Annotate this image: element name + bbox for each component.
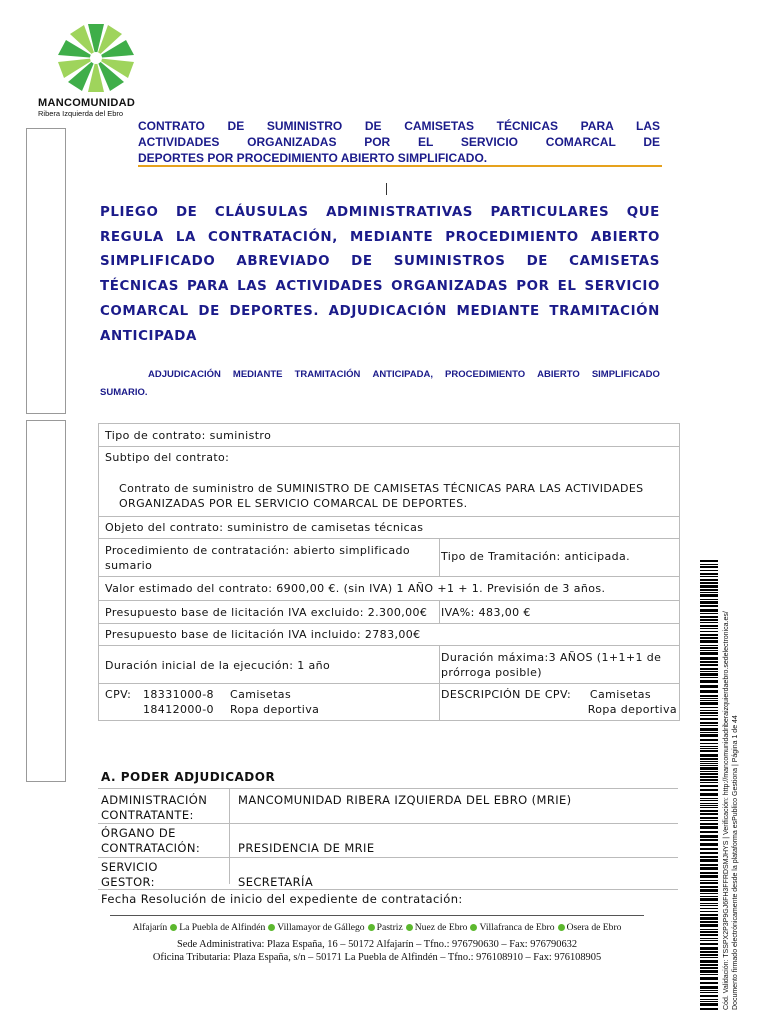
divider	[98, 788, 678, 789]
barcode-stripe	[700, 803, 718, 804]
heading-line	[100, 275, 660, 300]
table-row	[99, 646, 679, 684]
barcode-stripe	[700, 616, 718, 618]
subheading-word: SIMPLIFICADO	[591, 369, 660, 380]
heading-word: CLÁUSULAS	[214, 205, 309, 220]
procedimiento: Procedimiento de contratación: abierto simplificado	[105, 544, 411, 557]
barcode-stripe	[700, 690, 718, 693]
heading-word: ADMINISTRATIVAS	[326, 205, 474, 220]
barcode-stripe	[700, 746, 718, 747]
heading-line	[100, 250, 660, 275]
heading-word: SIMPLIFICADO	[100, 254, 216, 270]
barcode-stripe	[700, 903, 718, 904]
footer-towns	[110, 922, 644, 933]
divider	[98, 889, 678, 890]
separator-dot-icon	[170, 924, 177, 931]
barcode-stripe	[700, 710, 718, 711]
footer-address-oficina: Oficina Tributaria: Plaza España, s/n – 50171 La Puebla de Alfindén – Tfno.: 976108910 – Fax: 976108905	[152, 952, 602, 963]
logo-subtitle: Ribera Izquierda del Ebro	[38, 109, 124, 118]
barcode-stripe	[700, 664, 718, 666]
barcode-stripe	[700, 707, 718, 708]
heading-word: REGULA	[100, 229, 164, 245]
barcode-stripe	[700, 977, 718, 980]
heading-line	[100, 226, 660, 251]
separator-dot-icon	[470, 924, 477, 931]
heading-word: DE	[526, 254, 549, 270]
validation-line: Documento firmado electrónicamente desde la plataforma esPublico Gestiona | Página 1 de 44	[732, 715, 739, 1010]
barcode-stripe	[700, 592, 718, 593]
heading-line	[100, 300, 660, 325]
barcode-stripe	[700, 680, 718, 683]
barcode-stripe	[700, 754, 718, 757]
barcode-stripe	[700, 938, 718, 939]
label-line: ADMINISTRACIÓN	[101, 793, 208, 807]
barcode-stripe	[700, 668, 718, 670]
subheading-word: TRAMITACIÓN	[294, 369, 361, 380]
separator-dot-icon	[268, 924, 275, 931]
town-name: Villamayor de Gállego	[277, 922, 365, 933]
barcode-stripe	[700, 893, 718, 894]
administracion-label	[101, 793, 226, 823]
heading-word: PLIEGO	[100, 205, 159, 220]
mancomunidad-logo	[40, 22, 150, 94]
table-row	[99, 577, 679, 601]
barcode-stripe	[700, 605, 718, 607]
barcode-stripe	[700, 960, 718, 963]
title-line: CONTRATO DE SUMINISTRO DE CAMISETAS TÉCNICAS PARA LAS	[138, 119, 660, 133]
barcode-stripe	[700, 1003, 718, 1006]
text-cursor	[386, 183, 387, 195]
divider	[98, 857, 678, 858]
table-row	[99, 539, 679, 577]
town-name: Pastriz	[376, 922, 403, 933]
barcode-stripe	[700, 734, 718, 737]
barcode-stripe	[700, 995, 718, 997]
barcode-stripe	[700, 645, 718, 646]
heading-word: LA	[175, 229, 196, 245]
barcode-stripe	[700, 637, 718, 639]
barcode-stripe	[700, 732, 718, 733]
town-name: Villafranca de Ebro	[479, 922, 555, 933]
descripcion-cpv-label: DESCRIPCIÓN DE CPV:	[441, 688, 572, 701]
barcode-stripe	[700, 698, 718, 699]
barcode-stripe	[700, 848, 718, 850]
barcode-stripe	[700, 889, 718, 892]
barcode-stripe	[700, 800, 718, 801]
cpv-label: CPV:	[105, 688, 132, 701]
heading-word: PROCEDIMIENTO	[445, 229, 579, 245]
barcode-stripe	[700, 940, 718, 941]
objeto-contrato: Objeto del contrato: suministro de camisetas técnicas	[105, 521, 424, 534]
barcode-stripe	[700, 990, 718, 991]
heading-word: DE	[198, 303, 220, 319]
barcode-stripe	[700, 763, 718, 764]
column-divider	[439, 539, 440, 577]
barcode-stripe	[700, 767, 718, 770]
barcode-stripe	[700, 628, 718, 629]
barcode-stripe	[700, 599, 718, 600]
descripcion-cpv-value: Camisetas	[589, 688, 651, 701]
barcode-stripe	[700, 843, 718, 846]
heading-word: DE	[175, 205, 198, 220]
barcode-stripe	[700, 931, 718, 933]
barcode-stripe	[700, 835, 718, 838]
barcode-stripe	[700, 725, 718, 726]
separator-dot-icon	[368, 924, 375, 931]
servicio-label	[101, 860, 226, 890]
barcode-stripe	[700, 589, 718, 591]
document-title	[138, 118, 660, 166]
iva-importe: IVA%: 483,00 €	[441, 606, 531, 619]
barcode-stripe	[700, 613, 718, 614]
separator-dot-icon	[406, 924, 413, 931]
barcode-stripe	[700, 882, 718, 884]
barcode-stripe	[700, 619, 718, 621]
duracion-maxima: Duración máxima:3 AÑOS (1+1+1 de	[441, 651, 662, 664]
town-name: Alfajarín	[132, 922, 168, 933]
town-name: Osera de Ebro	[566, 922, 622, 933]
barcode-stripe	[700, 813, 718, 815]
barcode-stripe	[700, 905, 718, 906]
barcode-stripe	[700, 947, 718, 950]
heading-word: DE	[351, 254, 373, 270]
barcode-stripe	[700, 776, 718, 778]
barcode-stripe	[700, 823, 718, 825]
column-divider	[439, 684, 440, 720]
barcode-stripe	[700, 914, 718, 916]
subheading-word: PROCEDIMIENTO	[445, 369, 526, 380]
footer-address-sede: Sede Administrativa: Plaza España, 16 – 50172 Alfajarín – Tfno.: 976790630 – Fax: 976790632	[176, 939, 578, 950]
barcode-stripe	[700, 817, 718, 819]
heading-word: QUE	[626, 205, 660, 220]
barcode-stripe	[700, 886, 718, 888]
tipo-tramitacion: Tipo de Tramitación: anticipada.	[441, 550, 631, 563]
town-name: Nuez de Ebro	[414, 922, 468, 933]
barcode-stripe	[700, 715, 718, 716]
barcode-stripe	[700, 911, 718, 912]
subtipo-contrato: Subtipo del contrato:	[105, 451, 230, 464]
heading-word: POR	[516, 279, 550, 295]
barcode-stripe	[700, 793, 718, 796]
footer-divider	[110, 915, 644, 916]
barcode-stripe	[700, 601, 718, 604]
barcode-stripe	[700, 779, 718, 781]
tipo-contrato: Tipo de contrato: suministro	[105, 429, 272, 442]
barcode-stripe	[700, 856, 718, 858]
barcode-stripe	[700, 573, 718, 575]
heading-word: MEDIANTE	[456, 303, 540, 319]
barcode-stripe	[700, 695, 718, 697]
title-line: ACTIVIDADES ORGANIZADAS POR EL SERVICIO COMARCAL DE	[138, 135, 660, 149]
barcode-stripe	[700, 875, 718, 878]
barcode-stripe	[700, 807, 718, 808]
descripcion-line: Contrato de suministro de SUMINISTRO DE CAMISETAS TÉCNICAS PARA LAS ACTIVIDADES	[119, 482, 644, 495]
barcode-stripe	[700, 867, 718, 870]
barcode-stripe	[700, 898, 718, 901]
town-name: La Puebla de Alfindén	[179, 922, 266, 933]
barcode-stripe	[700, 712, 718, 714]
presupuesto-con-iva: Presupuesto base de licitación IVA incluido: 2783,00€	[105, 628, 421, 641]
heading-word: ORGANIZADAS	[391, 279, 509, 295]
procedimiento: sumario	[105, 559, 153, 572]
barcode-stripe	[700, 657, 718, 660]
barcode-stripe	[700, 957, 718, 958]
heading-word: ADJUDICACIÓN	[328, 303, 447, 319]
organo-value: PRESIDENCIA DE MRIE	[238, 841, 375, 855]
heading-word: PARTICULARES	[490, 205, 610, 220]
title-underline	[138, 165, 662, 167]
label-line: SERVICIO	[101, 860, 158, 874]
subheading-word: ANTICIPADA,	[372, 369, 433, 380]
barcode-stripe	[700, 771, 718, 772]
barcode-stripe	[700, 852, 718, 854]
heading-word: ACTIVIDADES	[275, 279, 384, 295]
barcode-stripe	[700, 748, 718, 749]
barcode-stripe	[700, 810, 718, 812]
barcode-stripe	[700, 671, 718, 672]
validation-line: Cód. Validación: TSSPX2P3P9GJ6FH3FFRDSMJHYS | Verificación: http://mancomunidadriberaizquierdaebro.sedelectronica.es/	[723, 611, 730, 1010]
barcode-stripe	[700, 582, 718, 584]
valor-estimado: Valor estimado del contrato: 6900,00 €. (sin IVA) 1 AÑO +1 + 1. Previsión de 3 años.	[105, 582, 606, 595]
heading-word: ABREVIADO	[236, 254, 331, 270]
margin-box-bottom	[26, 420, 66, 782]
subheading-word: ABIERTO	[537, 369, 580, 380]
cpv-code: 18412000-0	[143, 703, 214, 716]
barcode-stripe	[700, 864, 718, 866]
logo-name: MANCOMUNIDAD	[38, 97, 136, 109]
cpv-name: Camisetas	[230, 688, 292, 701]
heading-word: DEPORTES.	[229, 303, 320, 319]
barcode-stripe	[700, 924, 718, 927]
servicio-value: SECRETARÍA	[238, 875, 314, 889]
barcode-stripe	[700, 929, 718, 930]
barcode-stripe	[700, 640, 718, 643]
presupuesto-sin-iva: Presupuesto base de licitación IVA excluido: 2.300,00€	[105, 606, 428, 619]
barcode-stripe	[700, 647, 718, 649]
subheading	[100, 366, 660, 402]
barcode-stripe	[700, 820, 718, 821]
heading-word: ABIERTO	[590, 229, 660, 245]
heading-word: CONTRATACIÓN,	[208, 229, 338, 245]
barcode-stripe	[700, 765, 718, 766]
barcode-stripe	[700, 594, 718, 597]
barcode-stripe	[700, 917, 718, 920]
table-row	[99, 601, 679, 624]
descripcion-line: ORGANIZADAS POR EL SERVICIO COMARCAL DE DEPORTES.	[119, 497, 468, 510]
barcode-stripe	[700, 982, 718, 984]
barcode-stripe	[700, 798, 718, 799]
barcode-stripe	[700, 758, 718, 760]
cpv-code: 18331000-8	[143, 688, 214, 701]
label-line: CONTRATANTE:	[101, 808, 194, 822]
heading-line	[100, 201, 660, 226]
barcode-stripe	[700, 872, 718, 874]
heading-word: COMARCAL	[100, 303, 189, 319]
subheading-word: ADJUDICACIÓN	[148, 369, 221, 380]
barcode-stripe	[700, 839, 718, 841]
barcode-stripe	[700, 564, 718, 565]
barcode-stripe	[700, 805, 718, 806]
column-divider	[229, 788, 230, 884]
divider	[98, 823, 678, 824]
cpv-name: Ropa deportiva	[230, 703, 320, 716]
barcode-stripe	[700, 560, 718, 562]
barcode-stripe	[700, 700, 718, 701]
column-divider	[439, 646, 440, 684]
barcode-stripe	[700, 652, 718, 655]
barcode-stripe	[700, 761, 718, 762]
barcode-stripe	[700, 831, 718, 833]
heading-word: SUMINISTROS	[393, 254, 506, 270]
barcode-stripe	[700, 722, 718, 724]
barcode-stripe	[700, 673, 718, 676]
barcode-stripe	[700, 702, 718, 705]
table-row	[99, 424, 679, 447]
heading-word: CAMISETAS	[569, 254, 660, 270]
barcode-stripe	[700, 585, 718, 588]
title-line: DEPORTES POR PROCEDIMIENTO ABIERTO SIMPLIFICADO.	[138, 151, 488, 165]
barcode-stripe	[700, 951, 718, 953]
barcode-stripe	[700, 634, 718, 636]
contract-summary-table	[98, 423, 680, 721]
barcode-stripe	[700, 992, 718, 993]
barcode-stripe	[700, 728, 718, 731]
label-line: GESTOR:	[101, 875, 155, 889]
barcode-stripe	[700, 908, 718, 909]
barcode-stripe	[700, 631, 718, 632]
barcode-stripe	[700, 566, 718, 568]
barcode-stripe	[700, 750, 718, 752]
barcode-stripe	[700, 970, 718, 973]
barcode-stripe	[700, 967, 718, 969]
heading-line: ANTICIPADA	[100, 328, 197, 344]
barcode-stripe	[700, 943, 718, 945]
heading-word: LAS	[237, 279, 268, 295]
barcode-stripe	[700, 964, 718, 966]
barcode-stripe	[700, 609, 718, 612]
table-row	[99, 624, 679, 646]
column-divider	[439, 601, 440, 624]
heading-word: TRAMITACIÓN	[549, 303, 660, 319]
barcode-stripe	[700, 685, 718, 688]
subheading-line	[100, 366, 660, 384]
heading-word: PARA	[186, 279, 230, 295]
barcode-stripe	[700, 974, 718, 975]
separator-dot-icon	[558, 924, 565, 931]
duracion-inicial: Duración inicial de la ejecución: 1 año	[105, 659, 331, 672]
barcode-stripe	[700, 739, 718, 741]
table-row	[99, 517, 679, 539]
label-line: ÓRGANO DE	[101, 826, 176, 840]
barcode-stripe	[700, 570, 718, 571]
administracion-value: MANCOMUNIDAD RIBERA IZQUIERDA DEL EBRO (MRIE)	[238, 793, 572, 807]
barcode-stripe	[700, 954, 718, 956]
barcode-stripe	[700, 782, 718, 783]
barcode-stripe	[700, 934, 718, 936]
barcode-stripe	[700, 661, 718, 663]
barcode-stripe	[700, 789, 718, 791]
barcode-stripe	[700, 921, 718, 923]
barcode-stripe	[700, 677, 718, 678]
barcode-stripe	[700, 718, 718, 720]
main-heading	[100, 201, 660, 349]
barcode-stripe	[700, 1008, 718, 1010]
organo-label	[101, 826, 226, 856]
barcode-stripe	[700, 1001, 718, 1002]
table-row	[99, 684, 679, 720]
barcode-icon	[700, 560, 718, 1010]
validation-text	[722, 550, 740, 1010]
heading-word: SERVICIO	[584, 279, 660, 295]
barcode-stripe	[700, 896, 718, 897]
fecha-resolucion: Fecha Resolución de inicio del expediente de contratación:	[101, 892, 463, 906]
barcode-stripe	[700, 576, 718, 577]
subheading-word: MEDIANTE	[232, 369, 283, 380]
barcode-stripe	[700, 622, 718, 623]
heading-word: EL	[557, 279, 577, 295]
barcode-stripe	[700, 650, 718, 651]
heading-word: TÉCNICAS	[100, 279, 179, 295]
label-line: CONTRATACIÓN:	[101, 841, 201, 855]
barcode-stripe	[700, 785, 718, 787]
subheading-line: SUMARIO.	[100, 387, 148, 398]
section-title: A. PODER ADJUDICADOR	[101, 770, 276, 784]
margin-box-top	[26, 128, 66, 414]
barcode-stripe	[700, 986, 718, 989]
table-row	[99, 447, 679, 517]
barcode-stripe	[700, 743, 718, 744]
barcode-stripe	[700, 826, 718, 829]
duracion-maxima: prórroga posible)	[441, 666, 542, 679]
barcode-stripe	[700, 773, 718, 775]
barcode-stripe	[700, 880, 718, 881]
heading-word: MEDIANTE	[349, 229, 434, 245]
barcode-stripe	[700, 625, 718, 627]
barcode-stripe	[700, 579, 718, 581]
barcode-stripe	[700, 999, 718, 1000]
descripcion-cpv-value: Ropa deportiva	[587, 703, 677, 716]
barcode-stripe	[700, 859, 718, 862]
